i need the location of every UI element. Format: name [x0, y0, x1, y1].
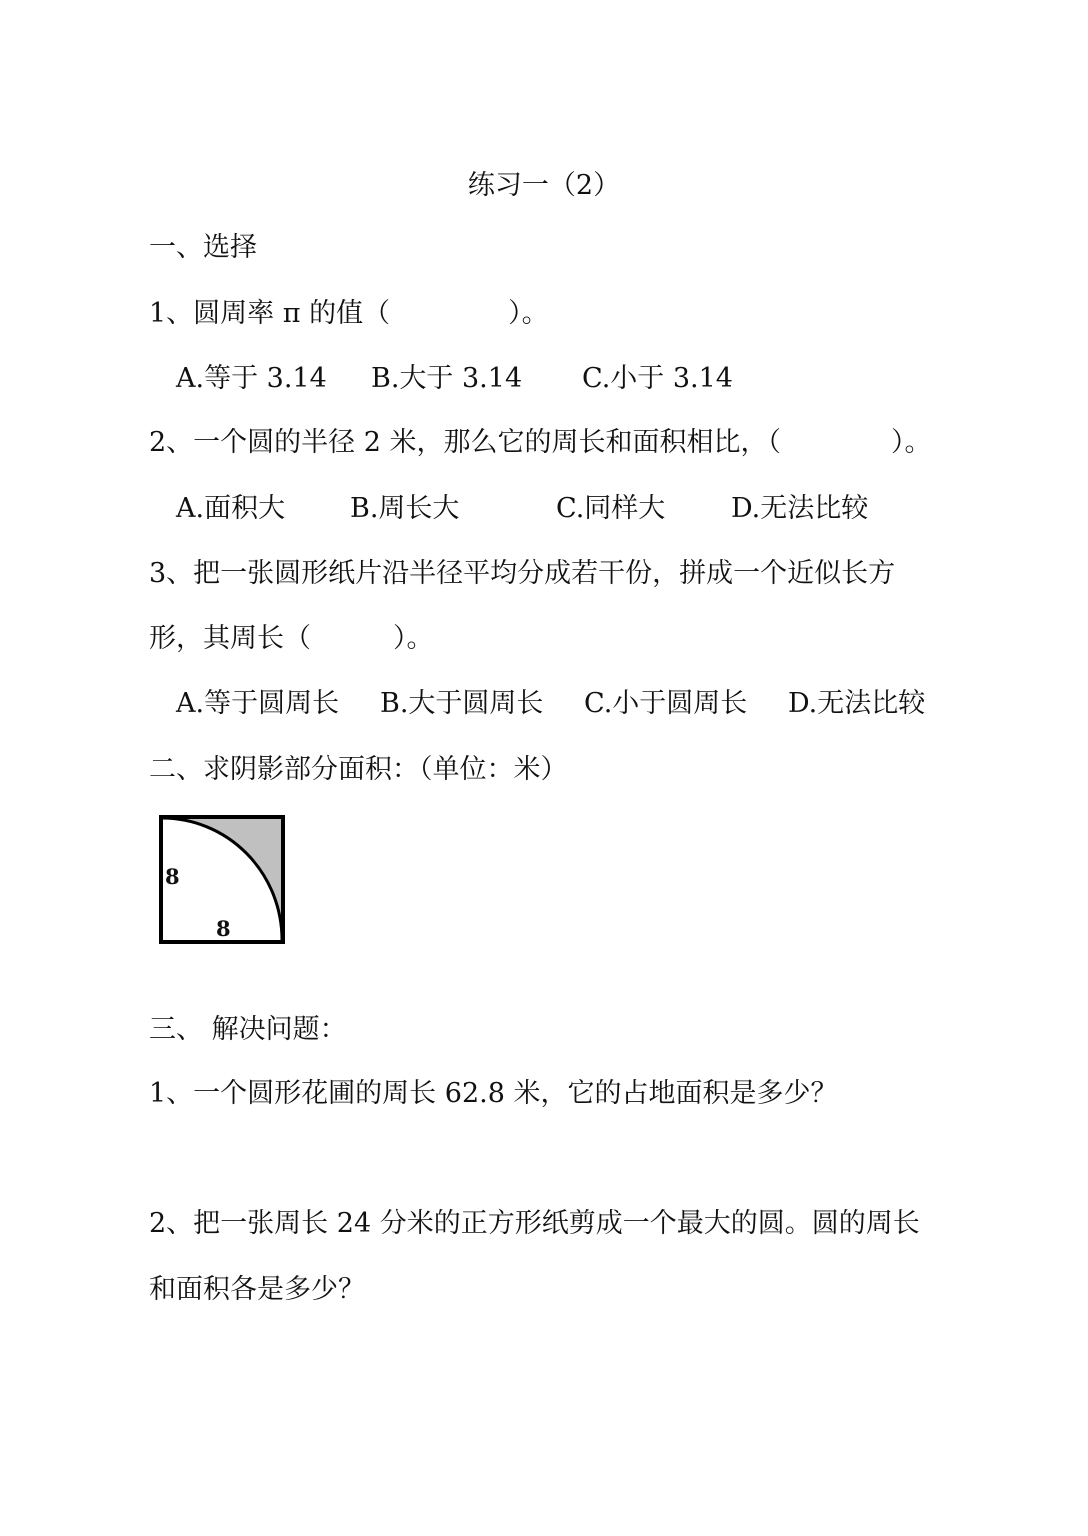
question-3-line-1: 3、把一张圆形纸片沿半径平均分成若干份，拼成一个近似长方 [149, 558, 896, 589]
problem-2-line-1: 2、把一张周长 24 分米的正方形纸剪成一个最大的圆。圆的周长 [149, 1208, 920, 1239]
option-a: A.等于圆周长 [176, 688, 340, 719]
question-1-end: ）。 [508, 298, 549, 329]
page-title: 练习一（2） [467, 170, 621, 201]
section-3-heading: 三、 解决问题： [149, 1014, 347, 1045]
option-b: B.周长大 [350, 493, 460, 524]
option-d: D.无法比较 [731, 493, 869, 524]
option-c: C.小于 3.14 [582, 363, 733, 394]
question-2-text: 2、一个圆的半径 2 米，那么它的周长和面积相比，（ [149, 427, 782, 458]
side-length-label: 8 [165, 864, 180, 889]
section-2-heading: 二、求阴影部分面积：（单位：米） [149, 754, 568, 785]
problem-1: 1、一个圆形花圃的周长 62.8 米，它的占地面积是多少？ [149, 1078, 838, 1109]
bottom-length-label: 8 [216, 916, 231, 941]
option-c: C.小于圆周长 [584, 688, 748, 719]
question-1 [149, 296, 549, 332]
option-a: A.等于 3.14 [176, 363, 327, 394]
option-a: A.面积大 [176, 493, 286, 524]
option-b: B.大于 3.14 [371, 363, 523, 394]
question-2-end: ）。 [891, 427, 932, 458]
shaded-area-figure [158, 814, 288, 946]
option-d: D.无法比较 [788, 688, 926, 719]
problem-2-line-2: 和面积各是多少？ [149, 1274, 365, 1305]
option-b: B.大于圆周长 [380, 688, 544, 719]
question-3-line-2 [149, 621, 434, 657]
question-3-text: 形，其周长（ [149, 623, 311, 654]
question-3-end: ）。 [393, 623, 434, 654]
section-1-heading: 一、选择 [149, 232, 257, 263]
question-2 [149, 425, 932, 461]
question-1-text: 1、圆周率 π 的值（ [149, 298, 391, 329]
option-c: C.同样大 [556, 493, 666, 524]
